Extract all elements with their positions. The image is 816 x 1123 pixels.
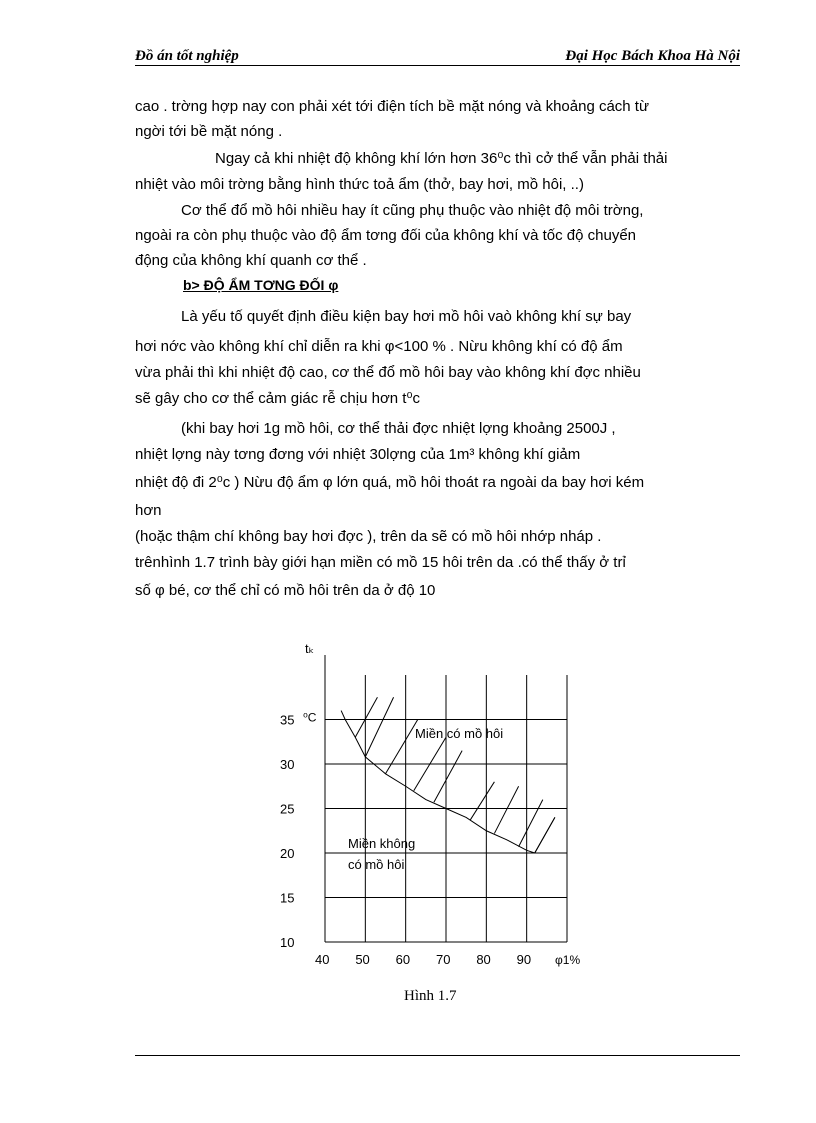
text-line: hơn xyxy=(135,502,162,519)
footer-divider xyxy=(135,1055,740,1056)
y-tick-label: 25 xyxy=(280,801,295,817)
hatch-line xyxy=(494,786,518,833)
hatch-line xyxy=(355,697,377,737)
y-unit-label: ⁰C xyxy=(303,710,317,725)
text-line: nhiệt độ đi 2⁰c ) Nừu độ ẩm φ lớn quá, mồ hôi thoát ra ngoài da bay hơi kém xyxy=(135,474,645,491)
x-axis-label: φ1% xyxy=(555,953,581,967)
text-line: sẽ gây cho cơ thể cảm giác rễ chịu hơn t⁰c xyxy=(135,390,420,407)
region-label-no-sweat: Miền không xyxy=(348,836,416,851)
y-tick-label: 10 xyxy=(280,935,295,950)
y-tick-label: 15 xyxy=(280,890,295,906)
figure-caption: Hình 1.7 xyxy=(404,988,457,1004)
region-label-sweat: Miền có mồ hôi xyxy=(415,726,504,741)
text-line: nhiệt vào môi trờng bằng hình thức toả ẩm (thở, bay hơi, mồ hôi, ..) xyxy=(135,176,584,193)
text-line: (hoặc thậm chí không bay hơi đợc ), trên da sẽ có mồ hôi nhớp nháp . xyxy=(135,528,602,545)
y-tick-label: 35 xyxy=(280,712,295,728)
text-line: ngời tới bề mặt nóng . xyxy=(135,123,283,140)
text-line: ngoài ra còn phụ thuộc vào độ ẩm tơng đối của không khí và tốc độ chuyển xyxy=(135,227,637,244)
text-line: Ngay cả khi nhiệt độ không khí lớn hơn 36⁰c thì cở thể vẫn phải thải xyxy=(215,150,668,167)
text-line: hơi nớc vào không khí chỉ diễn ra khi φ<100 % . Nừu không khí có độ ẩm xyxy=(135,338,623,355)
x-tick-label: 50 xyxy=(355,952,370,967)
text-line: trênhình 1.7 trình bày giới hạn miền có mồ 15 hôi trên da .có thể thấy ở trỉ xyxy=(135,554,626,571)
text-line: vừa phải thì khi nhiệt độ cao, cơ thể đổ mồ hôi bay vào không khí đợc nhiều xyxy=(135,364,641,381)
hatch-line xyxy=(434,751,462,803)
text-line: số φ bé, cơ thể chỉ có mồ hôi trên da ở độ 10 xyxy=(135,582,436,599)
hatch-line xyxy=(519,800,543,847)
x-tick-label: 80 xyxy=(476,952,491,967)
y-tick-label: 30 xyxy=(280,757,295,772)
text-line: (khi bay hơi 1g mồ hôi, cơ thể thải đợc nhiệt lợng khoảng 2500J , xyxy=(181,420,616,437)
text-line: nhiệt lợng này tơng đơng với nhiệt 30lợng của 1m³ không khí giảm xyxy=(135,446,581,463)
x-tick-label: 60 xyxy=(395,952,411,967)
header-divider xyxy=(135,65,740,66)
text-line: Là yếu tố quyết định điều kiện bay hơi mồ hôi vaò không khí sự bay xyxy=(181,308,632,325)
header-right-title: Đại Học Bách Khoa Hà Nội xyxy=(565,48,740,64)
y-axis-label: tₖ xyxy=(305,641,315,656)
section-heading: b> ĐỘ ẨM TƠNG ĐỐI φ xyxy=(183,277,339,293)
y-tick-label: 20 xyxy=(280,846,295,861)
hatch-line xyxy=(386,720,418,774)
text-line: động của không khí quanh cơ thể . xyxy=(135,252,367,269)
x-tick-label: 40 xyxy=(315,952,330,967)
x-tick-label: 90 xyxy=(516,952,532,967)
chart-figure xyxy=(270,635,610,975)
text-line: Cơ thể đổ mồ hôi nhiều hay ít cũng phụ thuộc vào nhiệt độ môi trờng, xyxy=(181,202,644,219)
region-label-no-sweat-2: có mồ hôi xyxy=(348,857,405,872)
hatch-line xyxy=(470,782,494,820)
hatch-line xyxy=(365,697,393,757)
header-left-title: Đồ án tốt nghiệp xyxy=(135,48,239,64)
hatch-line xyxy=(535,817,555,853)
text-line: cao . trờng hợp nay con phải xét tới điện tích bề mặt nóng và khoảng cách từ xyxy=(135,98,650,115)
x-tick-label: 70 xyxy=(436,952,451,967)
